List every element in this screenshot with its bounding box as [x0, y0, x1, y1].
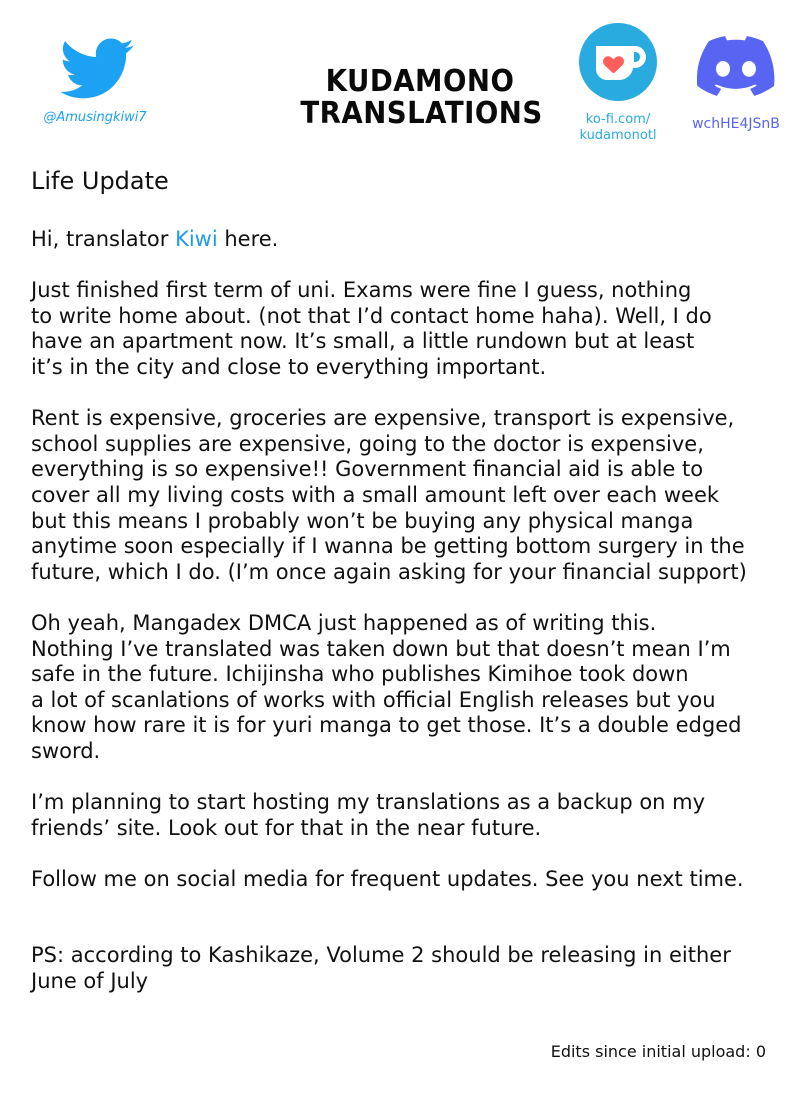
text-line: sword.	[31, 738, 101, 763]
twitter-link[interactable]	[38, 38, 158, 125]
text-line: it’s in the city and close to everything important.	[31, 354, 547, 379]
text-line: Follow me on social media for frequent updates. See you next time.	[31, 866, 744, 891]
text-line: school supplies are expensive, going to the doctor is expensive,	[31, 431, 704, 456]
text-line: PS: according to Kashikaze, Volume 2 should be releasing in either	[31, 943, 731, 968]
text-line: Rent is expensive, groceries are expensive, transport is expensive,	[31, 406, 735, 431]
brand-line-1: KUDAMONO	[325, 64, 515, 99]
post-body	[31, 165, 793, 1020]
post-title: Life Update	[31, 167, 169, 195]
text-line: cover all my living costs with a small amount left over each week	[31, 482, 720, 507]
kofi-link[interactable]	[568, 22, 668, 144]
kofi-url-line-1: ko-fi.com/	[585, 112, 651, 127]
kofi-cup-icon	[578, 22, 658, 102]
paragraph-term-update	[31, 278, 793, 380]
text-line: future, which I do. (I’m once again asking for your financial support)	[31, 559, 747, 584]
text-line: Oh yeah, Mangadex DMCA just happened as of writing this.	[31, 610, 657, 635]
text-line: have an apartment now. It’s small, a little rundown but at least	[31, 329, 695, 354]
text-line: Nothing I’ve translated was taken down but that doesn’t mean I’m	[31, 636, 731, 661]
discord-invite-code: wchHE4JSnB	[692, 116, 780, 132]
discord-link[interactable]	[686, 34, 786, 132]
text-line: everything is so expensive!! Government financial aid is able to	[31, 457, 704, 482]
translator-name: Kiwi	[175, 227, 218, 251]
paragraph-dmca	[31, 611, 793, 765]
text-line: anytime soon especially if I wanna be getting bottom surgery in the	[31, 534, 745, 559]
text-line: to write home about. (not that I’d contact home haha). Well, I do	[31, 303, 712, 328]
text-line: know how rare it is for yuri manga to get those. It’s a double edged	[31, 713, 742, 738]
brand-title	[300, 64, 543, 131]
text-line: I’m planning to start hosting my translations as a backup on my	[31, 790, 706, 815]
edit-count: Edits since initial upload: 0	[550, 1042, 766, 1061]
postscript	[31, 943, 793, 994]
paragraph-follow	[31, 867, 793, 893]
text-line: safe in the future. Ichijinsha who publishes Kimihoe took down	[31, 662, 689, 687]
brand-line-2: TRANSLATIONS	[300, 96, 543, 131]
text-line: Just finished first term of uni. Exams were fine I guess, nothing	[31, 278, 692, 303]
discord-icon	[697, 34, 775, 98]
kofi-url	[568, 112, 668, 144]
paragraph-expenses	[31, 406, 793, 585]
greeting	[31, 227, 793, 253]
paragraph-hosting	[31, 790, 793, 841]
twitter-handle: @Amusingkiwi7	[43, 110, 147, 125]
greeting-suffix: here.	[217, 227, 279, 251]
text-line: but this means I probably won’t be buying any physical manga	[31, 508, 694, 533]
greeting-prefix: Hi, translator	[31, 227, 176, 251]
twitter-bird-icon	[61, 38, 135, 100]
text-line: friends’ site. Look out for that in the near future.	[31, 815, 542, 840]
text-line: June of July	[31, 969, 149, 994]
kofi-url-line-2: kudamonotl	[579, 128, 657, 143]
text-line: a lot of scanlations of works with official English releases but you	[31, 687, 716, 712]
header	[0, 0, 800, 160]
